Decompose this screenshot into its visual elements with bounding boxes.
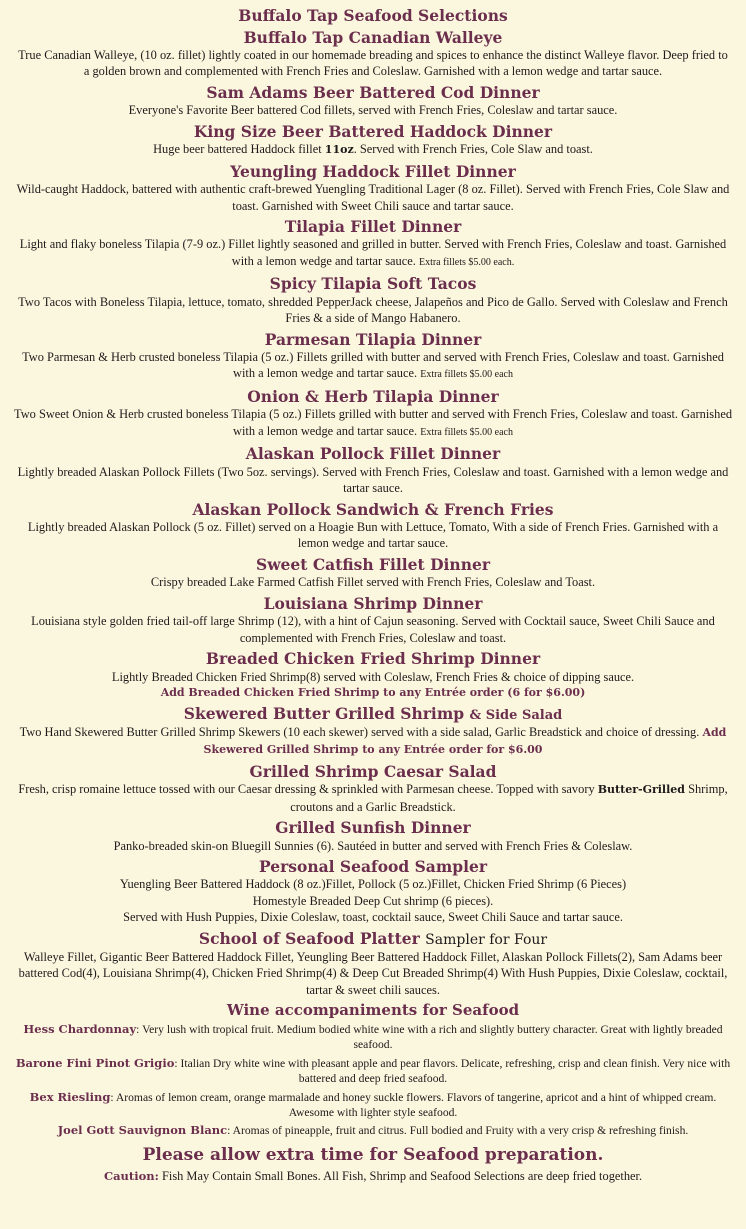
menu-items bbox=[14, 27, 733, 998]
wine-description: Aromas of lemon cream, orange marmalade and honey suckle flowers. Flavors of tangerine, apricot and a hint of whipped cream. Awesome with lighter style seafood. bbox=[115, 1090, 717, 1119]
item-description bbox=[14, 406, 732, 441]
item-addon: Add Skewered Grilled Shrimp to any Entrée order for $6.00 bbox=[203, 725, 727, 757]
item-description bbox=[14, 141, 732, 158]
item-description-pre: Huge beer battered Haddock fillet bbox=[153, 142, 325, 157]
menu-item bbox=[14, 216, 732, 271]
item-title-text: Personal Seafood Sampler bbox=[259, 856, 487, 876]
item-title-text: Skewered Butter Grilled Shrimp bbox=[183, 703, 465, 723]
page-title: Buffalo Tap Seafood Selections bbox=[238, 6, 508, 25]
item-title-text: Tilapia Fillet Dinner bbox=[284, 216, 462, 236]
item-description bbox=[14, 236, 732, 271]
item-addon: Add Breaded Chicken Fried Shrimp to any Entrée order (6 for $6.00) bbox=[160, 685, 586, 699]
item-description bbox=[14, 47, 732, 80]
item-description bbox=[14, 181, 732, 214]
item-description-text: Lightly Breaded Chicken Fried Shrimp(8) served with Coleslaw, French Fries & choice of dipping sauce. bbox=[111, 669, 635, 684]
item-title-text: Spicy Tilapia Soft Tacos bbox=[269, 274, 477, 294]
wine-name: Barone Fini Pinot Grigio bbox=[15, 1055, 175, 1070]
menu-item bbox=[14, 928, 732, 998]
caution-text: Fish May Contain Small Bones. All Fish, Shrimp and Seafood Selections are deep fried together. bbox=[161, 1168, 643, 1183]
item-title bbox=[14, 446, 732, 462]
wine-item: Hess Chardonnay: Very lush with tropical fruit. Medium bodied white wine with a rich and slightly buttery character. Great with lightly breaded seafood. bbox=[23, 1021, 723, 1052]
item-description bbox=[14, 349, 732, 384]
menu-item bbox=[14, 121, 732, 159]
item-title-text: School of Seafood Platter bbox=[198, 928, 420, 948]
item-description-text: Homestyle Breaded Deep Cut shrimp (6 pieces). bbox=[252, 893, 494, 908]
item-title-text: Alaskan Pollock Fillet Dinner bbox=[245, 444, 501, 464]
item-description-text: Yuengling Beer Battered Haddock (8 oz.)Fillet, Pollock (5 oz.)Fillet, Chicken Fried Shrimp (6 Pieces) bbox=[119, 877, 627, 892]
item-title bbox=[14, 121, 732, 141]
wine-item: Joel Gott Sauvignon Blanc: Aromas of pineapple, fruit and citrus. Full bodied and Fruity with a very crisp & refreshing finish. bbox=[57, 1123, 689, 1138]
extra-fillets-note: Extra fillets $5.00 each bbox=[420, 426, 513, 438]
menu-item bbox=[14, 651, 732, 701]
item-title bbox=[14, 703, 732, 723]
item-description-bold: Butter-Grilled bbox=[597, 783, 685, 797]
item-title bbox=[14, 593, 732, 613]
item-description bbox=[14, 838, 732, 854]
wine-list bbox=[14, 1022, 732, 1139]
menu-item bbox=[14, 27, 732, 80]
item-title bbox=[14, 386, 732, 406]
item-title bbox=[14, 499, 732, 519]
item-description-text: Two Parmesan & Herb crusted boneless Tilapia (5 oz.) Fillets grilled with butter and served with French Fries, Coleslaw and toast. Garnished with a lemon wedge and tartar sauce. bbox=[22, 350, 724, 381]
item-title-text: Grilled Sunfish Dinner bbox=[275, 818, 471, 838]
item-description-text: Served with Hush Puppies, Dixie Coleslaw, toast, cocktail sauce, Sweet Chili Sauce and tartar sauce. bbox=[123, 910, 623, 925]
item-description-text: Everyone's Favorite Beer battered Cod fillets, served with French Fries, Coleslaw and tartar sauce. bbox=[128, 103, 618, 118]
caution-note bbox=[14, 1169, 732, 1184]
menu-item bbox=[14, 161, 732, 214]
wine-description: Aromas of pineapple, fruit and citrus. Full bodied and Fruity with a very crisp & refreshing finish. bbox=[232, 1124, 689, 1138]
item-title-text: Yeungling Haddock Fillet Dinner bbox=[230, 161, 516, 181]
item-description-text: Wild-caught Haddock, battered with authentic craft-brewed Yuengling Traditional Lager (8 oz. Fillet). Served with French Fries, Cole Slaw and toast. Garnished with Sweet Chili sauce and tartar sauce. bbox=[16, 182, 730, 213]
item-title-text: Buffalo Tap Canadian Walleye bbox=[243, 27, 503, 47]
menu-item bbox=[14, 703, 732, 759]
item-description-text: Two Sweet Onion & Herb crusted boneless Tilapia (5 oz.) Fillets grilled with butter and served with French Fries, Coleslaw and toast. Garnished with a lemon wedge and tartar sauce. bbox=[14, 407, 733, 438]
item-description bbox=[14, 893, 732, 909]
item-title-suffix: & Side Salad bbox=[469, 707, 563, 723]
extra-fillets-note: Extra fillets $5.00 each. bbox=[418, 256, 515, 268]
item-title bbox=[14, 856, 732, 876]
item-title bbox=[14, 761, 732, 781]
menu-item bbox=[14, 276, 732, 326]
item-description bbox=[14, 519, 732, 552]
item-description bbox=[14, 781, 732, 815]
item-title-text: Sweet Catfish Fillet Dinner bbox=[256, 554, 490, 574]
extra-fillets-note: Extra fillets $5.00 each bbox=[420, 369, 513, 381]
wine-description: Very lush with tropical fruit. Medium bodied white wine with a rich and slightly buttery character. Great with lightly breaded seafood. bbox=[142, 1022, 723, 1052]
menu-item bbox=[14, 593, 732, 646]
item-description bbox=[14, 294, 732, 327]
item-description bbox=[14, 574, 732, 590]
item-title-text: Breaded Chicken Fried Shrimp Dinner bbox=[205, 649, 541, 669]
wine-description: Italian Dry white wine with pleasant apple and pear flavors. Delicate, refreshing, crisp and clean finish. Very nice with battered and deep fried seafood. bbox=[180, 1056, 731, 1086]
item-description-text: Louisiana style golden fried tail-off large Shrimp (12), with a hint of Cajun seasoning. Served with Cocktail sauce, Sweet Chili Sauce and complemented with French Fries, Coleslaw and toast. bbox=[31, 614, 715, 645]
item-title-text: Alaskan Pollock Sandwich & French Fries bbox=[192, 499, 554, 519]
item-title bbox=[14, 329, 732, 349]
item-description bbox=[14, 909, 732, 925]
menu-item bbox=[14, 329, 732, 384]
prep-notice: Please allow extra time for Seafood preparation. bbox=[142, 1144, 604, 1165]
item-description-text: Lightly breaded Alaskan Pollock Fillets (Two 5oz. servings). Served with French Fries, Coleslaw and toast. Garnished with a lemon wedge and tartar sauce. bbox=[17, 464, 729, 496]
item-description-text: Light and flaky boneless Tilapia (7-9 oz.) Fillet lightly seasoned and grilled in butter. Served with French Fries, Coleslaw and toast. Garnished with a lemon wedge and tartar sauce. bbox=[19, 237, 727, 268]
wine-name: Bex Riesling bbox=[29, 1089, 111, 1104]
item-description-text: Two Tacos with Boneless Tilapia, lettuce, tomato, shredded PepperJack cheese, Jalapeños and Pico de Gallo. Served with Coleslaw and French Fries & a side of Mango Habanero. bbox=[18, 294, 728, 326]
item-title-text: Louisiana Shrimp Dinner bbox=[263, 593, 483, 613]
item-description bbox=[14, 613, 732, 646]
wine-name: Joel Gott Sauvignon Blanc bbox=[57, 1123, 228, 1138]
menu-item bbox=[14, 446, 732, 496]
wine-name: Hess Chardonnay bbox=[23, 1021, 137, 1036]
item-title bbox=[14, 651, 732, 667]
item-description-text: Panko-breaded skin-on Bluegill Sunnies (6). Sautéed in butter and served with French Fries & Coleslaw. bbox=[113, 838, 633, 853]
item-title-text: Onion & Herb Tilapia Dinner bbox=[247, 386, 499, 406]
item-title bbox=[14, 216, 732, 236]
item-description bbox=[14, 102, 732, 118]
menu-item bbox=[14, 386, 733, 441]
item-title bbox=[14, 161, 732, 181]
menu-item bbox=[14, 856, 732, 926]
item-title bbox=[14, 27, 732, 47]
item-description-text: Lightly breaded Alaskan Pollock (5 oz. Fillet) served on a Hoagie Bun with Lettuce, Tomato, With a side of French Fries. Garnished with a lemon wedge and tartar sauce. bbox=[27, 520, 719, 551]
item-title-text: King Size Beer Battered Haddock Dinner bbox=[193, 121, 553, 141]
wine-item: Bex Riesling: Aromas of lemon cream, orange marmalade and honey suckle flowers. Flavors of tangerine, apricot and a hint of whipped cream. Awesome with lighter style seafood. bbox=[29, 1089, 717, 1119]
item-description bbox=[14, 669, 732, 685]
menu-item bbox=[14, 820, 732, 854]
item-description-text: Two Hand Skewered Butter Grilled Shrimp Skewers (10 each skewer) served with a side salad, Garlic Breadstick and choice of dressing. bbox=[19, 724, 700, 739]
menu-item bbox=[14, 82, 732, 119]
wine-item: Barone Fini Pinot Grigio: Italian Dry white wine with pleasant apple and pear flavors. Delicate, refreshing, crisp and clean finish. Very nice with battered and deep fried seafood. bbox=[15, 1055, 731, 1086]
item-description-text: Crispy breaded Lake Farmed Catfish Fillet served with French Fries, Coleslaw and Toast. bbox=[150, 575, 596, 590]
item-title-text: Sam Adams Beer Battered Cod Dinner bbox=[206, 82, 540, 102]
item-title bbox=[14, 82, 732, 102]
item-title bbox=[14, 820, 732, 836]
item-description-pre: Fresh, crisp romaine lettuce tossed with our Caesar dressing & sprinkled with Parmesan cheese. Topped with savory bbox=[18, 782, 598, 797]
item-title bbox=[14, 276, 732, 292]
caution-label: Caution: bbox=[103, 1168, 159, 1183]
item-description-bold: 11oz bbox=[324, 143, 354, 157]
item-title-text: Parmesan Tilapia Dinner bbox=[264, 329, 482, 349]
item-description bbox=[14, 464, 732, 497]
menu-item bbox=[14, 554, 732, 591]
item-title bbox=[14, 928, 732, 948]
item-title-suffix: Sampler for Four bbox=[425, 931, 548, 948]
item-description bbox=[14, 724, 732, 759]
item-description bbox=[14, 876, 732, 892]
menu-item bbox=[14, 761, 732, 815]
item-description-text: True Canadian Walleye, (10 oz. fillet) lightly coated in our homemade breading and spices to enhance the distinct Walleye flavor. Deep fried to a golden brown and complemented with French Fries and Coleslaw. Garnished with a lemon wedge and tartar sauce. bbox=[18, 48, 728, 79]
item-title-text: Grilled Shrimp Caesar Salad bbox=[249, 761, 497, 781]
item-description-post: . Served with French Fries, Cole Slaw and toast. bbox=[353, 142, 593, 157]
item-description-post: Shrimp, croutons and a Garlic Breadstick. bbox=[290, 782, 728, 814]
item-description-text: Walleye Fillet, Gigantic Beer Battered Haddock Fillet, Yeungling Beer Battered Haddock Fillet, Alaskan Pollock Fillets(2), Sam Adams beer battered Cod(4), Louisiana Shrimp(4), Chicken Fried Shrimp(4) & Deep Cut Breaded Shrimp(4) With Hush Puppies, Dixie Coleslaw, cocktail, tartar & sweet chili sauces. bbox=[18, 949, 728, 997]
item-title bbox=[14, 554, 732, 574]
item-description bbox=[14, 949, 732, 998]
menu-item bbox=[14, 499, 732, 552]
wine-heading: Wine accompaniments for Seafood bbox=[226, 1000, 520, 1019]
